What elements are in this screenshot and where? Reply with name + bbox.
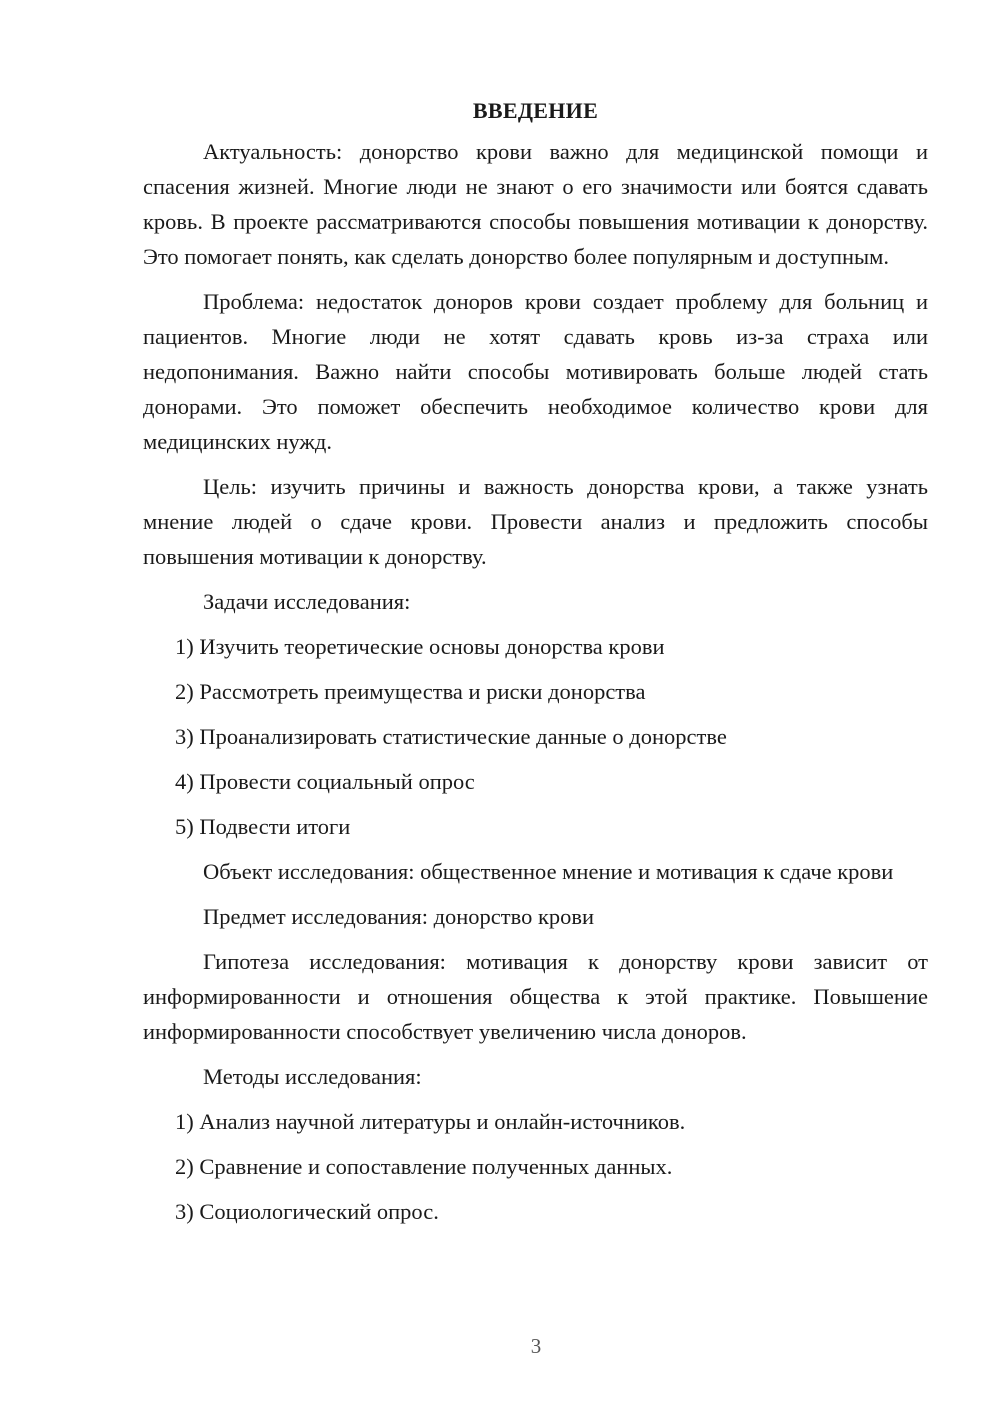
list-item: 3) Проанализировать статистические данные о донорстве [175,724,727,749]
tasks-heading: Задачи исследования: [203,589,411,614]
paragraph-subject: Предмет исследования: донорство крови [203,904,595,929]
paragraph-hypothesis: Гипотеза исследования: мотивация к донорству крови зависит от информированности и отношения общества к этой практике. Повышение информированности способствует увеличению числа доноров. [143,949,928,1044]
tasks-list [143,629,928,844]
paragraph-relevance: Актуальность: донорство крови важно для медицинской помощи и спасения жизней. Многие люди не знают о его значимости или боятся сдавать кровь. В проекте рассматриваются способы повышения мотивации к донорству. Это помогает понять, как сделать донорство более популярным и доступным. [143,139,928,269]
document-body [143,96,928,1239]
list-item: 2) Сравнение и сопоставление полученных данных. [175,1154,673,1179]
methods-heading: Методы исследования: [203,1064,422,1089]
list-item: 2) Рассмотреть преимущества и риски донорства [175,679,646,704]
list-item: 5) Подвести итоги [175,814,351,839]
section-title: ВВЕДЕНИЕ [472,98,599,123]
list-item: 4) Провести социальный опрос [175,769,475,794]
paragraph-object: Объект исследования: общественное мнение и мотивация к сдаче крови [203,859,894,884]
page-number: 3 [530,1334,542,1358]
list-item: 1) Изучить теоретические основы донорства крови [175,634,665,659]
list-item: 3) Социологический опрос. [175,1199,439,1224]
paragraph-goal: Цель: изучить причины и важность донорства крови, а также узнать мнение людей о сдаче крови. Провести анализ и предложить способы повышения мотивации к донорству. [143,474,928,569]
methods-list [143,1104,928,1229]
list-item: 1) Анализ научной литературы и онлайн-источников. [175,1109,686,1134]
paragraph-problem: Проблема: недостаток доноров крови создает проблему для больниц и пациентов. Многие люди не хотят сдавать кровь из-за страха или недопонимания. Важно найти способы мотивировать больше людей стать донорами. Это поможет обеспечить необходимое количество крови для медицинских нужд. [143,289,928,454]
